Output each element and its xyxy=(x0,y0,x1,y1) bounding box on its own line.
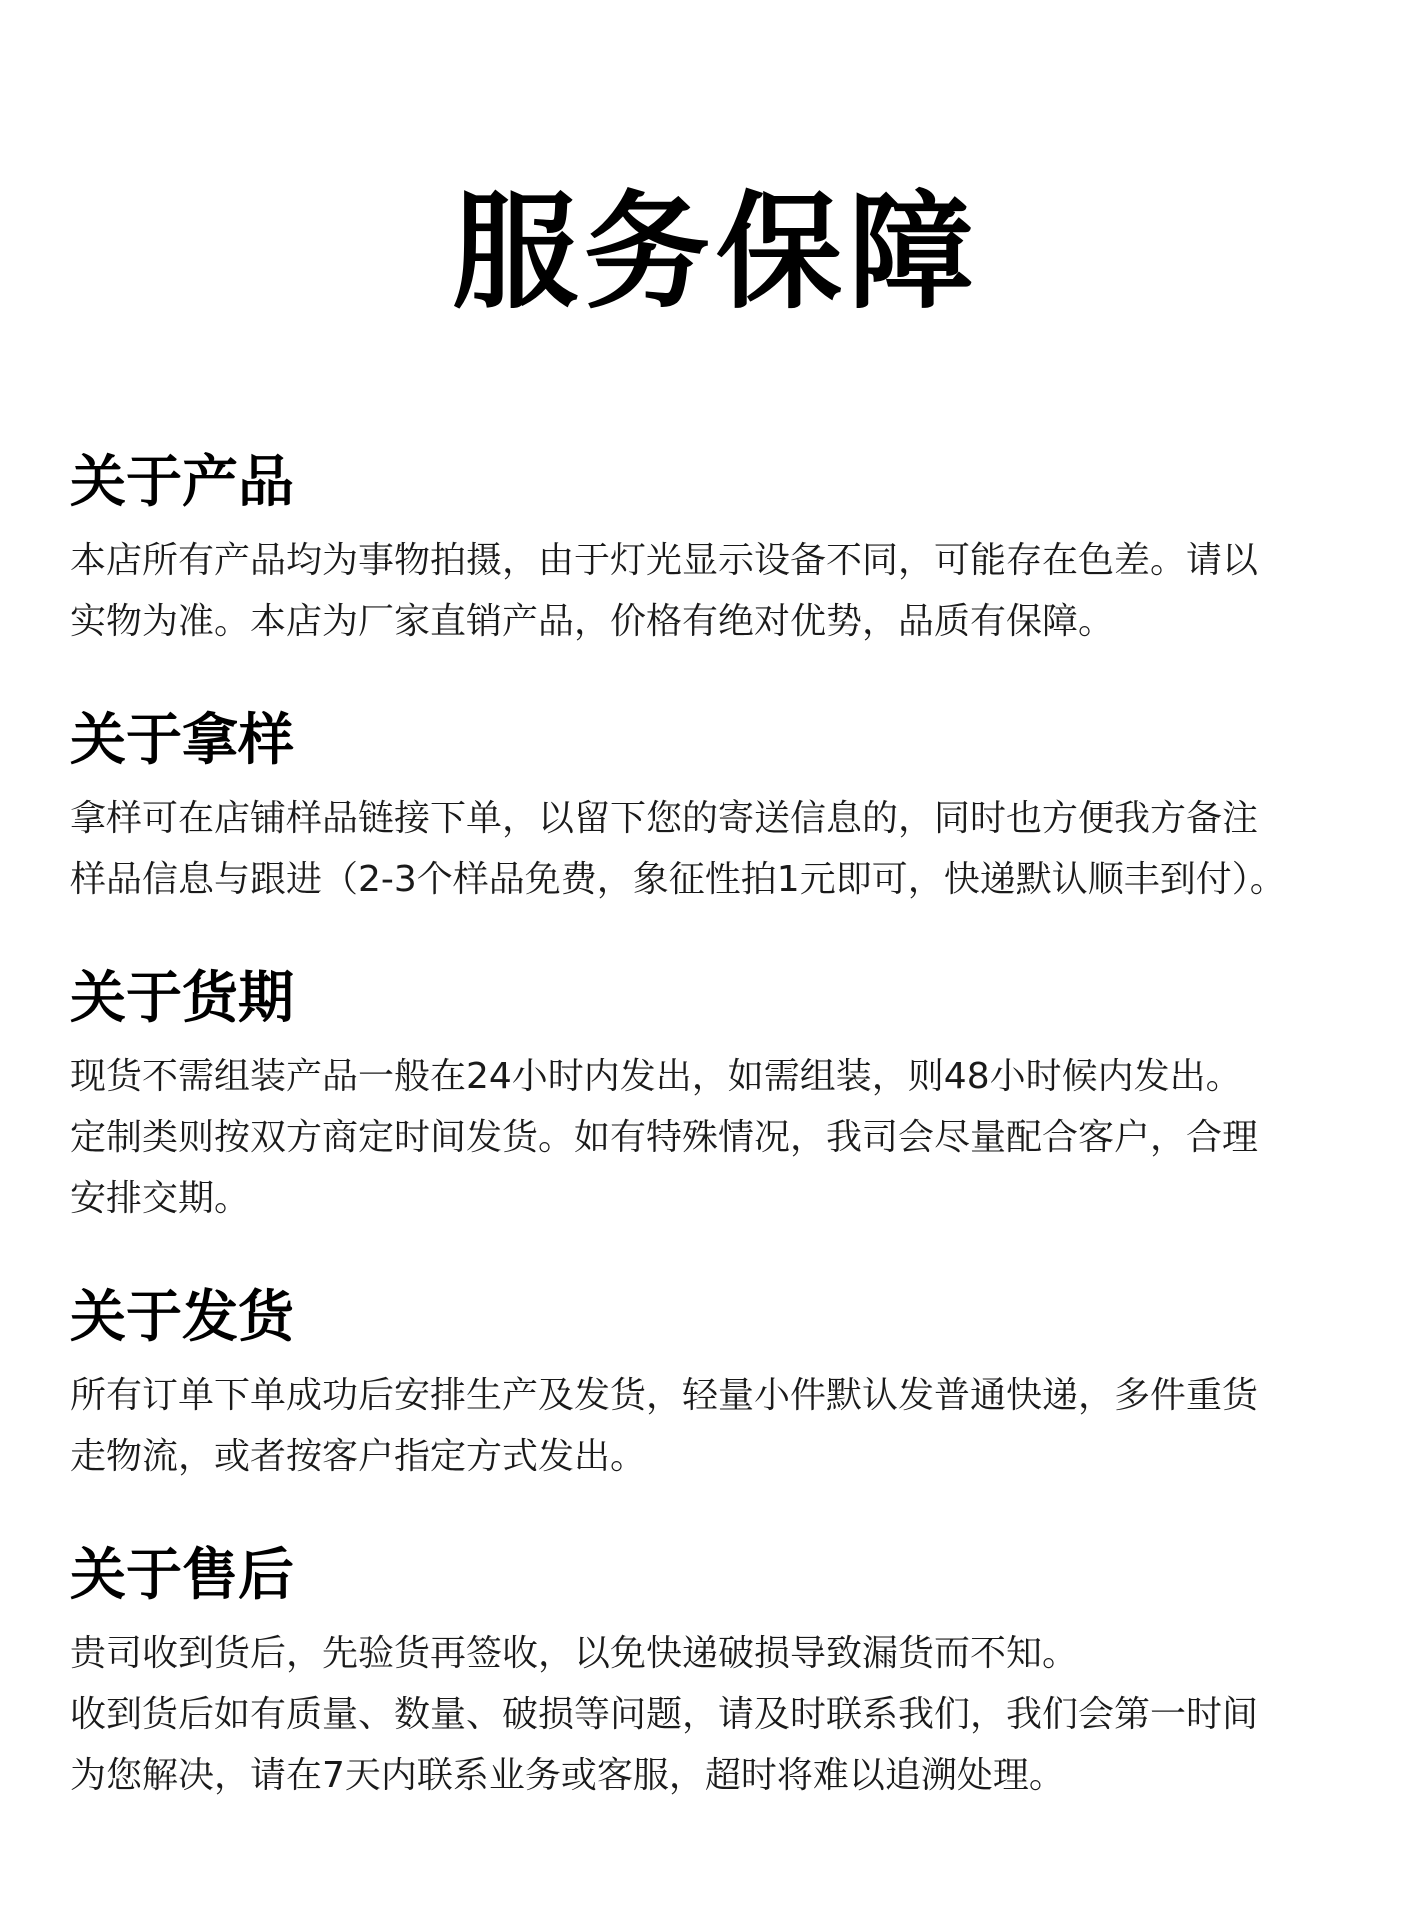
section-after-sales xyxy=(70,1541,1362,1806)
page-title: 服务保障 xyxy=(452,179,980,326)
section-line: 贵司收到货后，先验货再签收，以免快递破损导致漏货而不知。 xyxy=(70,1633,1079,1674)
section-heading: 关于拿样 xyxy=(70,708,294,773)
section-samples xyxy=(70,706,1362,910)
section-delivery-time xyxy=(70,964,1362,1229)
section-line: 定制类则按双方商定时间发货。如有特殊情况，我司会尽量配合客户，合理 xyxy=(70,1117,1259,1158)
section-line: 样品信息与跟进（2-3个样品免费，象征性拍1元即可，快递默认顺丰到付）。 xyxy=(70,859,1286,900)
section-heading: 关于售后 xyxy=(70,1543,294,1608)
section-line: 本店所有产品均为事物拍摄，由于灯光显示设备不同，可能存在色差。请以 xyxy=(70,540,1259,581)
section-line: 现货不需组装产品一般在24小时内发出，如需组装，则48小时候内发出。 xyxy=(70,1056,1242,1097)
section-line: 所有订单下单成功后安排生产及发货，轻量小件默认发普通快递，多件重货 xyxy=(70,1375,1259,1416)
section-line: 走物流，或者按客户指定方式发出。 xyxy=(70,1436,647,1477)
section-heading: 关于产品 xyxy=(70,450,294,515)
section-shipping xyxy=(70,1283,1362,1487)
section-line: 收到货后如有质量、数量、破损等问题，请及时联系我们，我们会第一时间 xyxy=(70,1694,1259,1735)
section-line: 安排交期。 xyxy=(70,1178,251,1219)
section-line: 拿样可在店铺样品链接下单，以留下您的寄送信息的，同时也方便我方备注 xyxy=(70,798,1259,839)
section-heading: 关于发货 xyxy=(70,1285,294,1350)
sections xyxy=(70,448,1362,1806)
section-line: 实物为准。本店为厂家直销产品，价格有绝对优势，品质有保障。 xyxy=(70,601,1115,642)
section-heading: 关于货期 xyxy=(70,966,294,1031)
section-line: 为您解决，请在7天内联系业务或客服，超时将难以追溯处理。 xyxy=(70,1755,1065,1796)
section-product xyxy=(70,448,1362,652)
